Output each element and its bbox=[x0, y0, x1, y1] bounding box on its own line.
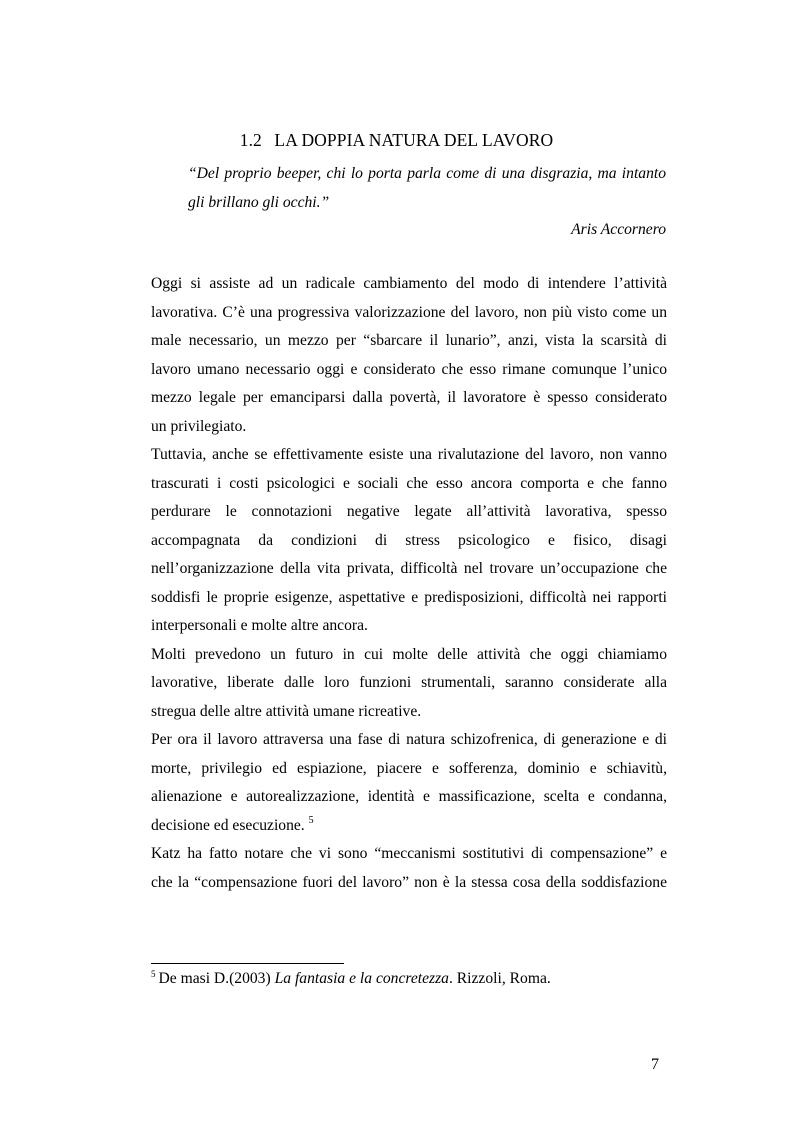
text-line: lavorativa. C’è una progressiva valorizzazione del lavoro, non più visto come un bbox=[151, 303, 667, 321]
paragraph-1 bbox=[151, 270, 667, 441]
epigraph-quote bbox=[188, 160, 666, 217]
footnote-title: La fantasia e la concretezza bbox=[274, 970, 449, 987]
paragraph-5 bbox=[151, 840, 667, 897]
text-line: lavorative, liberate dalle loro funzioni strumentali, saranno considerate alla bbox=[151, 674, 667, 691]
page-number: 7 bbox=[651, 1056, 659, 1073]
text-fragment: decisione ed esecuzione. bbox=[151, 816, 305, 834]
paragraph-4 bbox=[151, 726, 667, 840]
footnote-divider bbox=[151, 963, 344, 964]
text-line: stregua delle altre attività umane ricreative. bbox=[151, 702, 422, 720]
text-line: lavoro umano necessario oggi e considerato che esso rimane comunque l’unico bbox=[151, 360, 667, 378]
text-line: Tuttavia, anche se effettivamente esiste una rivalutazione del lavoro, non vanno bbox=[151, 446, 667, 463]
text-line: trascurati i costi psicologici e sociali che esso ancora comporta e che fanno bbox=[151, 474, 667, 492]
footnote bbox=[151, 970, 551, 988]
footnote-reference[interactable]: 5 bbox=[308, 814, 314, 826]
footnote-comma: , bbox=[501, 970, 506, 987]
text-line: morte, privilegio ed espiazione, piacere e sofferenza, dominio e schiavitù, bbox=[151, 759, 667, 777]
text-line: male necessario, un mezzo per “sbarcare il lunario”, anzi, vista la scarsità di bbox=[151, 332, 667, 349]
text-line: un privilegiato. bbox=[151, 417, 247, 435]
section-heading bbox=[0, 130, 793, 151]
text-line: alienazione e autorealizzazione, identità e massificazione, scelta e condanna, bbox=[151, 788, 667, 805]
epigraph-author: Aris Accornero bbox=[571, 221, 666, 238]
body-text bbox=[151, 270, 667, 897]
text-line: Molti prevedono un futuro in cui molte delle attività che oggi chiamiamo bbox=[151, 645, 667, 663]
footnote-author: De masi D.(2003) bbox=[158, 970, 271, 987]
text-line: Per ora il lavoro attraversa una fase di natura schizofrenica, di generazione e di bbox=[151, 731, 667, 748]
text-line: Oggi si assiste ad un radicale cambiamento del modo di intendere l’attività bbox=[151, 275, 667, 292]
text-line: che la “compensazione fuori del lavoro” non è la stessa cosa della soddisfazione bbox=[151, 873, 667, 891]
footnote-marker: 5 bbox=[151, 969, 156, 979]
text-line: accompagnata da condizioni di stress psicologico e fisico, disagi bbox=[151, 531, 667, 549]
text-line: interpersonali e molte altre ancora. bbox=[151, 617, 368, 634]
footnote-place: Roma. bbox=[505, 970, 551, 987]
text-line: perdurare le connotazioni negative legate all’attività lavorativa, spesso bbox=[151, 503, 667, 520]
text-line: soddisfi le proprie esigenze, aspettative e predisposizioni, difficoltà nei rapporti bbox=[151, 588, 667, 606]
section-title: LA DOPPIA NATURA DEL LAVORO bbox=[274, 130, 554, 150]
text-line bbox=[151, 812, 667, 841]
footnote-publisher: . Rizzoli bbox=[448, 970, 502, 987]
section-number: 1.2 bbox=[239, 130, 262, 150]
epigraph-line: gli brillano gli occhi.” bbox=[188, 193, 330, 211]
paragraph-3 bbox=[151, 641, 667, 727]
paragraph-2 bbox=[151, 441, 667, 641]
text-line: nell’organizzazione della vita privata, difficoltà nel trovare un’occupazione che bbox=[151, 560, 667, 577]
epigraph-line: “Del proprio beeper, chi lo porta parla come di una disgrazia, ma intanto bbox=[188, 165, 666, 182]
text-line: Katz ha fatto notare che vi sono “meccanismi sostitutivi di compensazione” e bbox=[151, 845, 667, 862]
text-line: mezzo legale per emanciparsi dalla povertà, il lavoratore è spesso considerato bbox=[151, 389, 667, 406]
